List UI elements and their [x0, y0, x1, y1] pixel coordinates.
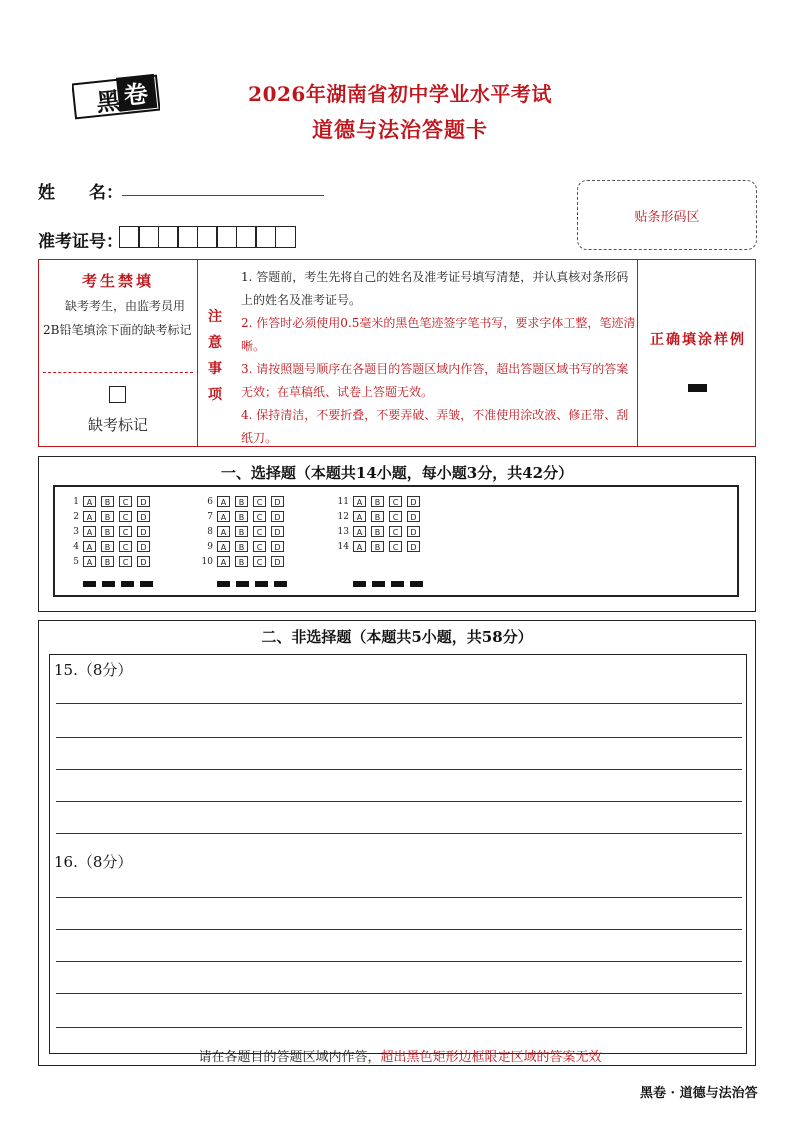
question-row — [199, 540, 289, 553]
question-number: 11 — [337, 496, 349, 507]
question-row — [199, 495, 289, 508]
option-bubble[interactable]: A — [217, 526, 230, 537]
question-row — [65, 510, 155, 523]
question-row — [65, 540, 155, 553]
writing-line — [56, 993, 742, 994]
timing-mark — [140, 581, 153, 587]
notice-item: 1. 答题前，考生先将自己的姓名及准考证号填写清楚，并认真核对条形码上的姓名及准考证号。 — [241, 270, 629, 307]
writing-line — [56, 737, 742, 738]
writing-line — [56, 801, 742, 802]
question-row — [65, 495, 155, 508]
option-bubble[interactable]: C — [253, 541, 266, 552]
option-bubble[interactable]: C — [253, 556, 266, 567]
option-bubble[interactable]: A — [83, 526, 96, 537]
question-row — [199, 555, 289, 568]
notice-item: 4. 保持清洁，不要折叠，不要弄破、弄皱，不准使用涂改液、修正带、刮纸刀。 — [241, 408, 629, 445]
timing-mark — [255, 581, 268, 587]
question-number: 2 — [73, 511, 79, 522]
question-row — [199, 525, 289, 538]
option-bubble[interactable]: C — [389, 541, 402, 552]
writing-line — [56, 769, 742, 770]
timing-mark — [217, 581, 230, 587]
option-bubble[interactable]: A — [83, 541, 96, 552]
id-digit-box[interactable] — [275, 226, 296, 248]
option-bubble[interactable]: D — [137, 511, 150, 522]
option-bubble[interactable]: C — [119, 496, 132, 507]
footer-note-warning: 超出黑色矩形边框限定区域的答案无效 — [380, 1050, 602, 1065]
question-row — [335, 525, 425, 538]
timing-mark — [391, 581, 404, 587]
option-bubble[interactable]: D — [271, 511, 284, 522]
option-bubble[interactable]: A — [353, 526, 366, 537]
timing-mark — [102, 581, 115, 587]
answer-grid — [53, 485, 739, 597]
question-row — [335, 540, 425, 553]
option-bubble[interactable]: C — [119, 511, 132, 522]
question-number: 7 — [207, 511, 213, 522]
option-bubble[interactable]: A — [83, 496, 96, 507]
writing-line — [56, 1027, 742, 1028]
option-bubble[interactable]: D — [137, 541, 150, 552]
option-bubble[interactable]: A — [353, 541, 366, 552]
option-bubble[interactable]: D — [271, 541, 284, 552]
question-number: 4 — [73, 541, 79, 552]
option-bubble[interactable]: D — [407, 511, 420, 522]
notice-item: 3. 请按照题号顺序在各题目的答题区域内作答，超出答题区域书写的答案无效；在草稿纸、试卷上答题无效。 — [241, 362, 629, 399]
timing-mark — [274, 581, 287, 587]
writing-line — [56, 961, 742, 962]
logo-char-1: 黑 — [95, 86, 122, 117]
id-digit-box[interactable] — [236, 226, 257, 248]
option-bubble[interactable]: C — [389, 511, 402, 522]
option-bubble[interactable]: B — [235, 496, 248, 507]
option-bubble[interactable]: B — [235, 556, 248, 567]
option-bubble[interactable]: A — [217, 496, 230, 507]
option-bubble[interactable]: B — [101, 496, 114, 507]
id-digit-box[interactable] — [197, 226, 218, 248]
answer-area[interactable] — [49, 654, 747, 1054]
option-bubble[interactable]: C — [119, 556, 132, 567]
option-bubble[interactable]: D — [407, 541, 420, 552]
option-bubble[interactable]: D — [137, 556, 150, 567]
writing-line — [56, 897, 742, 898]
option-bubble[interactable]: B — [235, 526, 248, 537]
option-bubble[interactable]: C — [119, 541, 132, 552]
id-boxes — [120, 226, 296, 248]
option-bubble[interactable]: B — [235, 541, 248, 552]
question-row — [335, 510, 425, 523]
timing-mark — [236, 581, 249, 587]
option-bubble[interactable]: D — [137, 526, 150, 537]
option-bubble[interactable]: A — [83, 556, 96, 567]
section-multiple-choice — [38, 456, 756, 612]
question-15-label: 15.（8分） — [54, 661, 133, 679]
option-bubble[interactable]: A — [353, 496, 366, 507]
question-row — [65, 525, 155, 538]
question-number: 5 — [73, 556, 79, 567]
barcode-label: 贴条形码区 — [634, 209, 700, 225]
option-bubble[interactable]: D — [407, 496, 420, 507]
question-number: 1 — [73, 496, 79, 507]
question-number: 13 — [337, 526, 349, 537]
option-bubble[interactable]: C — [119, 526, 132, 537]
timing-mark — [353, 581, 366, 587]
sample-title: 正确填涂样例 — [650, 332, 746, 348]
option-bubble[interactable]: B — [101, 541, 114, 552]
option-bubble[interactable]: D — [271, 556, 284, 567]
option-bubble[interactable]: B — [371, 511, 384, 522]
notice-label: 注意事项 — [208, 309, 222, 403]
section-open-questions — [38, 620, 756, 1066]
restricted-title: 考生禁填 — [81, 272, 154, 290]
question-number: 6 — [207, 496, 213, 507]
logo-char-2: 卷 — [122, 79, 150, 111]
option-bubble[interactable]: A — [217, 511, 230, 522]
notice-item: 2. 作答时必须使用0.5毫米的黑色笔迹签字笔书写，要求字体工整，笔迹清晰。 — [241, 316, 636, 353]
notice-list — [241, 266, 637, 450]
question-number: 12 — [337, 511, 349, 522]
option-bubble[interactable]: B — [101, 556, 114, 567]
name-label: 姓 名： — [38, 183, 123, 203]
option-bubble[interactable]: B — [371, 496, 384, 507]
name-field[interactable] — [122, 195, 324, 196]
option-bubble[interactable]: C — [389, 526, 402, 537]
timing-mark — [410, 581, 423, 587]
question-row — [199, 510, 289, 523]
option-bubble[interactable]: B — [371, 541, 384, 552]
question-number: 10 — [201, 556, 213, 567]
option-bubble[interactable]: B — [371, 526, 384, 537]
id-digit-box[interactable] — [119, 226, 140, 248]
question-16-label: 16.（8分） — [54, 853, 133, 871]
divider — [637, 260, 638, 446]
footer-note-prefix: 请在各题目的答题区域内作答， — [198, 1050, 381, 1065]
question-number: 9 — [207, 541, 213, 552]
writing-line — [56, 833, 742, 834]
option-bubble[interactable]: A — [83, 511, 96, 522]
option-bubble[interactable]: B — [101, 526, 114, 537]
timing-mark — [121, 581, 134, 587]
option-bubble[interactable]: C — [389, 496, 402, 507]
barcode-area — [577, 180, 757, 250]
question-number: 8 — [207, 526, 213, 537]
card-title: 道德与法治答题卡 — [312, 117, 488, 142]
option-bubble[interactable]: A — [217, 541, 230, 552]
option-bubble[interactable]: C — [253, 496, 266, 507]
dashed-divider — [43, 372, 193, 373]
id-digit-box[interactable] — [177, 226, 198, 248]
id-digit-box[interactable] — [158, 226, 179, 248]
option-bubble[interactable]: C — [253, 511, 266, 522]
absent-label: 缺考标记 — [87, 416, 148, 434]
writing-line — [56, 703, 742, 704]
id-digit-box[interactable] — [216, 226, 237, 248]
option-bubble[interactable]: D — [271, 526, 284, 537]
question-number: 3 — [73, 526, 79, 537]
restricted-text: 缺考考生，由监考员用2B铅笔填涂下面的缺考标记 — [43, 299, 192, 337]
question-row — [335, 495, 425, 508]
exam-title: 2026年湖南省初中学业水平考试 — [248, 82, 552, 106]
question-number: 14 — [337, 541, 349, 552]
section2-title: 二、非选择题（本题共5小题，共58分） — [261, 628, 533, 646]
footer-note — [0, 1046, 800, 1065]
id-label: 准考证号： — [38, 232, 123, 252]
divider — [197, 260, 198, 446]
option-bubble[interactable]: D — [271, 496, 284, 507]
option-bubble[interactable]: A — [353, 511, 366, 522]
writing-line — [56, 929, 742, 930]
option-bubble[interactable]: B — [101, 511, 114, 522]
id-digit-box[interactable] — [138, 226, 159, 248]
option-bubble[interactable]: D — [407, 526, 420, 537]
page-footer-label: 黑卷 · 道德与法治答 — [640, 1086, 758, 1101]
option-bubble[interactable]: C — [253, 526, 266, 537]
option-bubble[interactable]: D — [137, 496, 150, 507]
id-digit-box[interactable] — [255, 226, 276, 248]
section1-title: 一、选择题（本题共14小题，每小题3分，共42分） — [220, 464, 574, 482]
timing-mark — [83, 581, 96, 587]
question-row — [65, 555, 155, 568]
info-grid — [38, 259, 756, 447]
absent-checkbox[interactable] — [109, 386, 126, 403]
option-bubble[interactable]: A — [217, 556, 230, 567]
sample-fill-mark — [688, 384, 707, 392]
timing-mark — [372, 581, 385, 587]
option-bubble[interactable]: B — [235, 511, 248, 522]
